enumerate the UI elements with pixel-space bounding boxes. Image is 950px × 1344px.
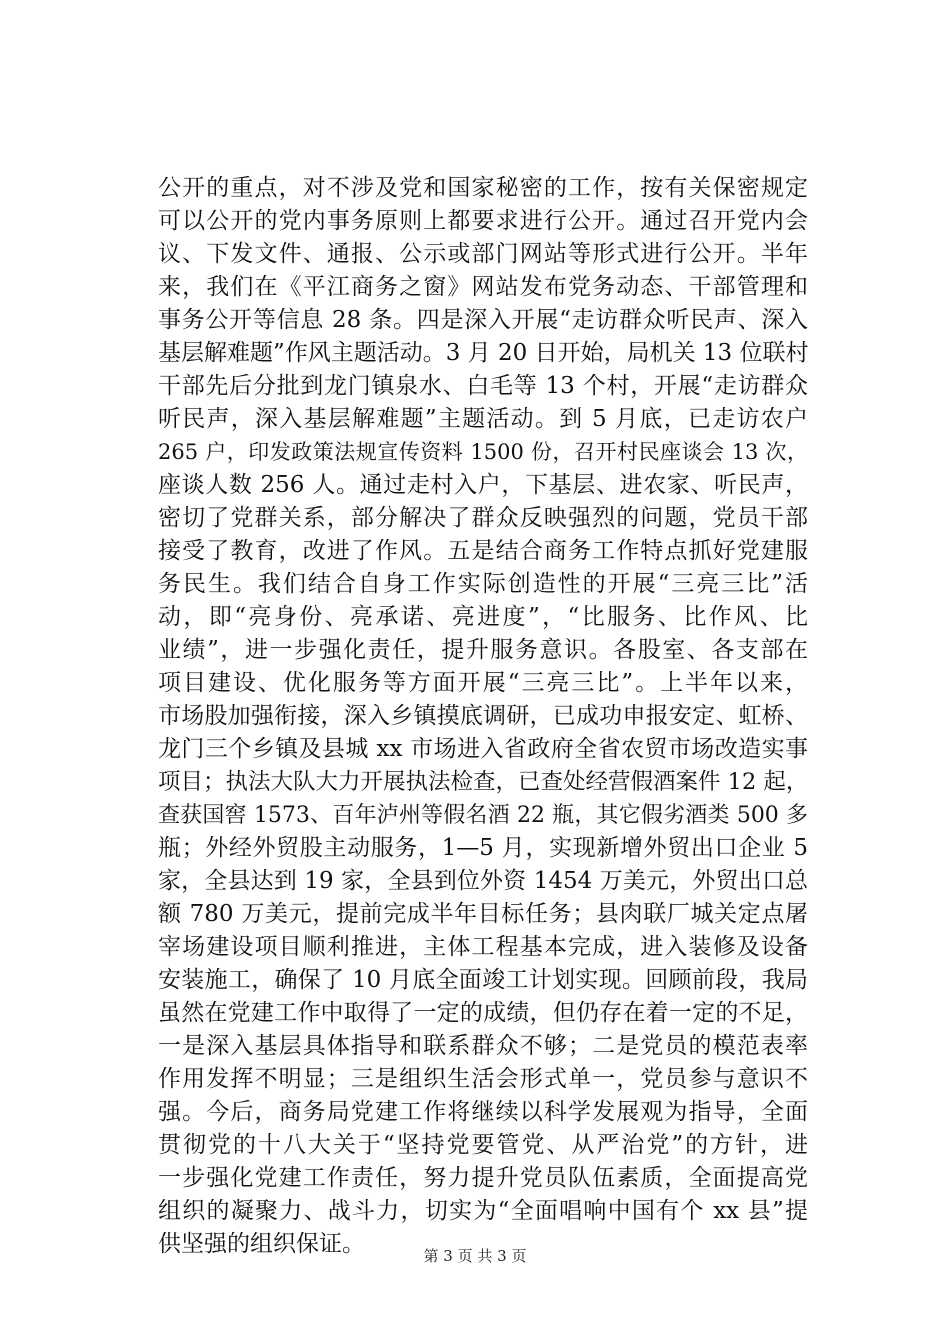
paragraph-line: 来，我们在《平江商务之窗》网站发布党务动态、干部管理和 [158, 274, 808, 300]
paragraph-line: 组织的凝聚力、战斗力，切实为“全面唱响中国有个 xx 县”提 [158, 1198, 808, 1224]
paragraph-line: 基层解难题”作风主题活动。3 月 20 日开始，局机关 13 位联村 [158, 340, 809, 366]
paragraph-line: 密切了党群关系，部分解决了群众反映强烈的问题，党员干部 [158, 505, 808, 531]
paragraph-line: 听民声，深入基层解难题”主题活动。到 5 月底，已走访农户 [158, 406, 808, 432]
paragraph-line: 贯彻党的十八大关于“坚持党要管党、从严治党”的方针，进 [158, 1132, 808, 1158]
paragraph-line: 可以公开的党内事务原则上都要求进行公开。通过召开党内会 [158, 208, 808, 234]
body-paragraph [158, 172, 808, 1261]
paragraph-line: 业绩”，进一步强化责任，提升服务意识。各股室、各支部在 [158, 637, 808, 663]
paragraph-line: 一步强化党建工作责任，努力提升党员队伍素质，全面提高党 [158, 1165, 808, 1191]
paragraph-line: 安装施工，确保了 10 月底全面竣工计划实现。回顾前段，我局 [158, 967, 808, 993]
paragraph-line: 家，全县达到 19 家，全县到位外资 1454 万美元，外贸出口总 [158, 868, 808, 894]
paragraph-line: 一是深入基层具体指导和联系群众不够；二是党员的模范表率 [158, 1033, 808, 1059]
paragraph-line: 作用发挥不明显；三是组织生活会形式单一，党员参与意识不 [158, 1066, 808, 1092]
paragraph-line: 市场股加强衔接，深入乡镇摸底调研，已成功申报安定、虹桥、 [158, 703, 808, 729]
paragraph-line: 干部先后分批到龙门镇泉水、白毛等 13 个村，开展“走访群众 [158, 373, 808, 399]
paragraph-line: 强。今后，商务局党建工作将继续以科学发展观为指导，全面 [158, 1099, 808, 1125]
paragraph-line: 事务公开等信息 28 条。四是深入开展“走访群众听民声、深入 [158, 307, 808, 333]
paragraph-line: 查获国窖 1573、百年泸州等假名酒 22 瓶，其它假劣酒类 500 多 [158, 803, 808, 828]
page-footer: 第 3 页 共 3 页 [423, 1247, 527, 1265]
paragraph-line: 接受了教育，改进了作风。五是结合商务工作特点抓好党建服 [158, 538, 808, 564]
paragraph-line: 项目建设、优化服务等方面开展“三亮三比”。上半年以来， [158, 670, 808, 696]
paragraph-line: 供坚强的组织保证。 [158, 1231, 365, 1257]
paragraph-line: 瓶；外经外贸股主动服务，1—5 月，实现新增外贸出口企业 5 [158, 835, 808, 861]
paragraph-line: 项目；执法大队大力开展执法检查，已查处经营假酒案件 12 起， [158, 769, 809, 795]
paragraph-line: 265 户，印发政策法规宣传资料 1500 份，召开村民座谈会 13 次， [158, 440, 808, 464]
paragraph-line: 宰场建设项目顺利推进，主体工程基本完成，进入装修及设备 [158, 934, 808, 960]
paragraph-line: 议、下发文件、通报、公示或部门网站等形式进行公开。半年 [158, 241, 808, 267]
paragraph-line: 动，即“亮身份、亮承诺、亮进度”，“比服务、比作风、比 [158, 604, 808, 630]
paragraph-line: 额 780 万美元，提前完成半年目标任务；县肉联厂城关定点屠 [158, 901, 808, 927]
paragraph-line: 座谈人数 256 人。通过走村入户，下基层、进农家、听民声， [158, 472, 808, 498]
paragraph-line: 公开的重点，对不涉及党和国家秘密的工作，按有关保密规定 [158, 175, 808, 201]
paragraph-line: 龙门三个乡镇及县城 xx 市场进入省政府全省农贸市场改造实事 [158, 736, 808, 762]
paragraph-line: 务民生。我们结合自身工作实际创造性的开展“三亮三比”活 [158, 571, 808, 597]
paragraph-line: 虽然在党建工作中取得了一定的成绩，但仍存在着一定的不足， [158, 1000, 808, 1026]
